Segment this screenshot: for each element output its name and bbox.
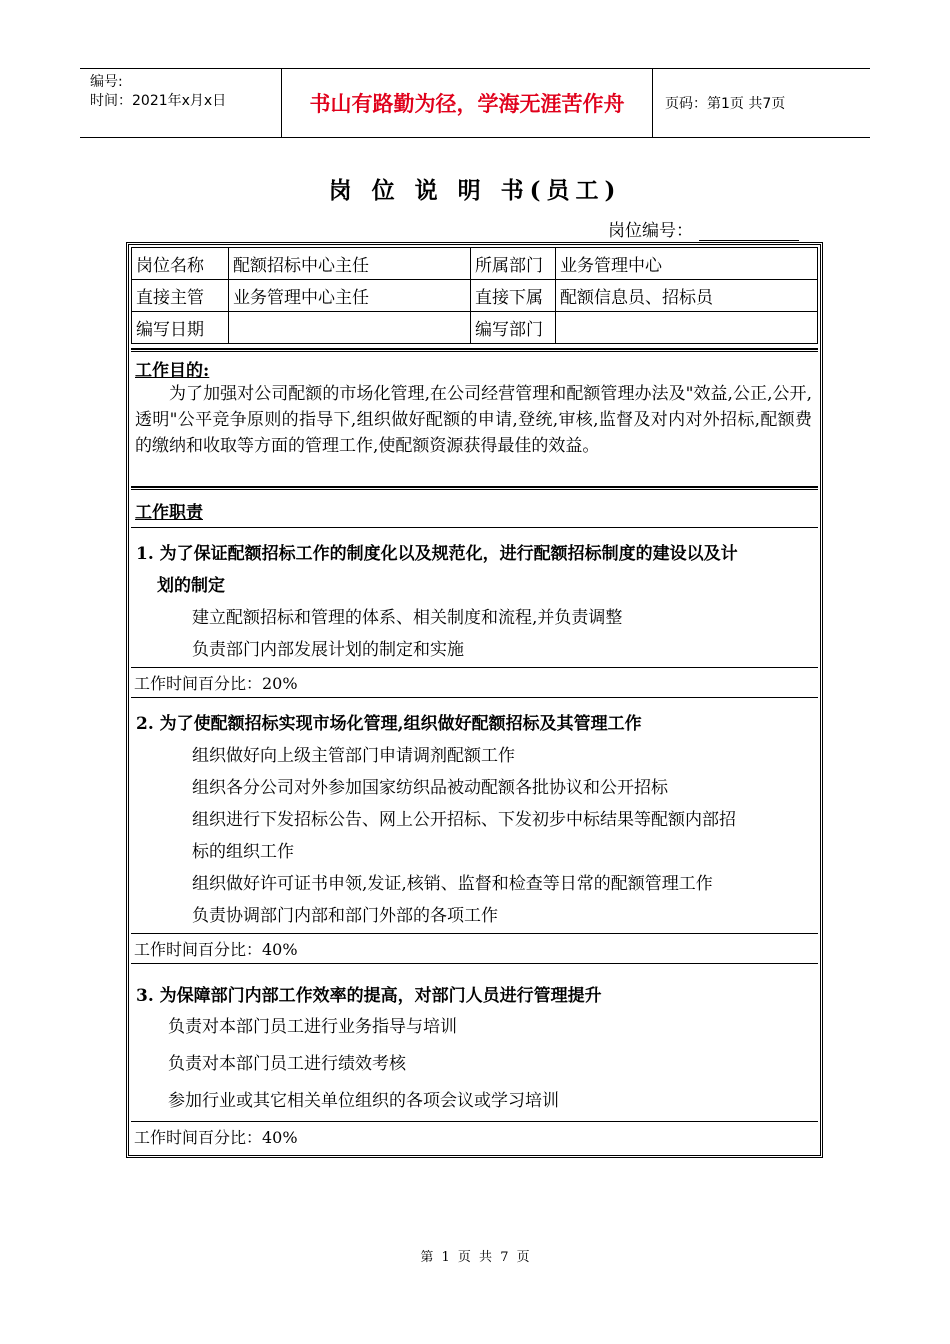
purpose-title: 工作目的: (135, 361, 210, 381)
table-row (132, 248, 818, 280)
duty-1-heading (136, 538, 818, 602)
duties-section (131, 498, 818, 523)
section-divider (131, 486, 818, 490)
label-subordinates: 直接下属 (471, 280, 556, 312)
list-item: 组织做好向上级主管部门申请调剂配额工作 (192, 746, 515, 766)
row-divider (131, 527, 818, 528)
list-item-continuation: 标的组织工作 (192, 842, 294, 862)
duty-1-heading-line1: 1. 为了保证配额招标工作的制度化以及规范化，进行配额招标制度的建设以及计 (136, 544, 738, 564)
document-title: 岗 位 说 明 书(员工) (328, 177, 622, 204)
table-row (132, 280, 818, 312)
value-supervisor: 业务管理中心主任 (229, 280, 471, 312)
value-department: 业务管理中心 (556, 248, 818, 280)
row-divider (131, 963, 818, 964)
purpose-text: 为了加强对公司配额的市场化管理,在公司经营管理和配额管理办法及"效益,公正,公开,透明"公平竞争原则的指导下,组织做好配额的申请,登统,审核,监督及对内对外招标,配额费的缴纳和收取等方面的管理工作,使配额资源获得最佳的效益。 (135, 384, 812, 456)
row-divider (131, 697, 818, 698)
page-header (80, 68, 870, 138)
list-item: 负责协调部门内部和部门外部的各项工作 (192, 906, 498, 926)
duty-1-heading-line2: 划的制定 (157, 576, 225, 596)
position-number-blank (699, 222, 799, 241)
label-write-dept: 编写部门 (471, 312, 556, 344)
row-divider (131, 1121, 818, 1122)
header-left (80, 69, 282, 137)
info-table (131, 247, 818, 344)
position-number (608, 216, 799, 241)
doc-number-label: 编号: (90, 74, 123, 90)
purpose-section (131, 356, 818, 459)
duties-title: 工作职责 (135, 503, 203, 523)
list-item: 建立配额招标和管理的体系、相关制度和流程,并负责调整 (192, 608, 623, 628)
label-department: 所属部门 (471, 248, 556, 280)
section-divider (131, 348, 818, 352)
list-item: 组织做好许可证书申领,发证,核销、监督和检查等日常的配额管理工作 (192, 874, 713, 894)
duty-2-heading: 2. 为了使配额招标实现市场化管理,组织做好配额招标及其管理工作 (136, 714, 642, 734)
duty-3-percentage: 工作时间百分比：40% (134, 1128, 298, 1147)
label-position-name: 岗位名称 (132, 248, 229, 280)
doc-date: 时间：2021年x月x日 (90, 93, 227, 109)
table-row (132, 312, 818, 344)
label-supervisor: 直接主管 (132, 280, 229, 312)
duty-3-heading: 3. 为保障部门内部工作效率的提高，对部门人员进行管理提升 (136, 986, 602, 1006)
list-item: 负责对本部门员工进行业务指导与培训 (168, 1017, 457, 1037)
row-divider (131, 667, 818, 668)
label-write-date: 编写日期 (132, 312, 229, 344)
list-item: 负责部门内部发展计划的制定和实施 (192, 640, 464, 660)
list-item: 参加行业或其它相关单位组织的各项会议或学习培训 (168, 1091, 559, 1111)
row-divider (131, 933, 818, 934)
value-position-name: 配额招标中心主任 (229, 248, 471, 280)
value-write-dept (556, 312, 818, 344)
page-footer: 第 1 页 共 7 页 (420, 1250, 530, 1265)
duty-1-percentage: 工作时间百分比：20% (134, 674, 298, 693)
header-page-info: 页码：第1页 共7页 (665, 96, 786, 112)
list-item: 负责对本部门员工进行绩效考核 (168, 1054, 406, 1074)
duty-2-percentage: 工作时间百分比：40% (134, 940, 298, 959)
list-item: 组织进行下发招标公告、网上公开招标、下发初步中标结果等配额内部招 (192, 810, 736, 830)
value-subordinates: 配额信息员、招标员 (556, 280, 818, 312)
header-motto: 书山有路勤为径，学海无涯苦作舟 (282, 69, 653, 137)
position-number-label: 岗位编号： (608, 221, 693, 241)
value-write-date (229, 312, 471, 344)
list-item: 组织各分公司对外参加国家纺织品被动配额各批协议和公开招标 (192, 778, 668, 798)
